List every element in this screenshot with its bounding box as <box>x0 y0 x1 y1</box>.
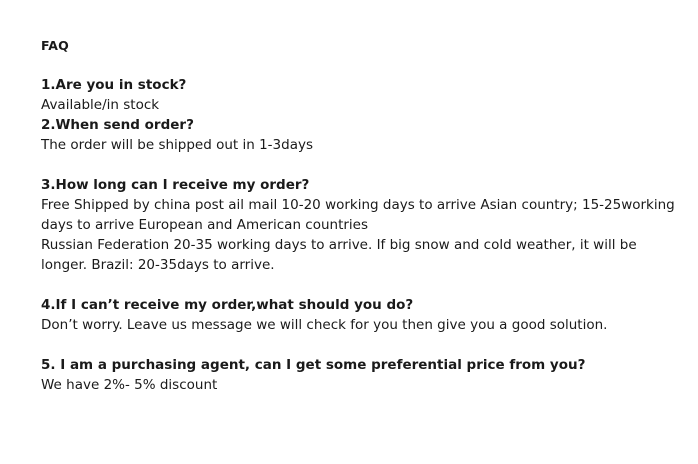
faq-answer <box>41 95 681 115</box>
answer-line: We have 2%- 5% discount <box>41 377 218 393</box>
page-title: FAQ <box>41 38 70 53</box>
faq-question: 5. I am a purchasing agent, can I get some preferential price from you? <box>41 357 586 373</box>
answer-line: Don’t worry. Leave us message we will check for you then give you a good solution. <box>41 317 608 333</box>
faq-answer <box>41 375 681 395</box>
faq-item-5 <box>41 355 681 395</box>
answer-line: Russian Federation 20-35 working days to arrive. If big snow and cold weather, it will be longer. Brazil: 20-35days to arrive. <box>41 237 637 273</box>
faq-question: 4.If I can’t receive my order,what should you do? <box>41 297 414 313</box>
answer-line: Available/in stock <box>41 97 160 113</box>
faq-answer <box>41 135 681 155</box>
faq-item-3 <box>41 175 681 275</box>
faq-item-2 <box>41 115 681 155</box>
faq-answer <box>41 195 681 275</box>
faq-question: 3.How long can I receive my order? <box>41 177 310 193</box>
faq-item-4 <box>41 295 681 335</box>
faq-question: 1.Are you in stock? <box>41 77 187 93</box>
faq-item-1 <box>41 75 681 115</box>
answer-line: Free Shipped by china post ail mail 10-20 working days to arrive Asian country; 15-25working days to arrive European and American countries <box>41 197 675 233</box>
answer-line: The order will be shipped out in 1-3days <box>41 137 313 153</box>
faq-answer <box>41 315 681 335</box>
faq-document <box>41 37 681 395</box>
faq-question: 2.When send order? <box>41 117 194 133</box>
